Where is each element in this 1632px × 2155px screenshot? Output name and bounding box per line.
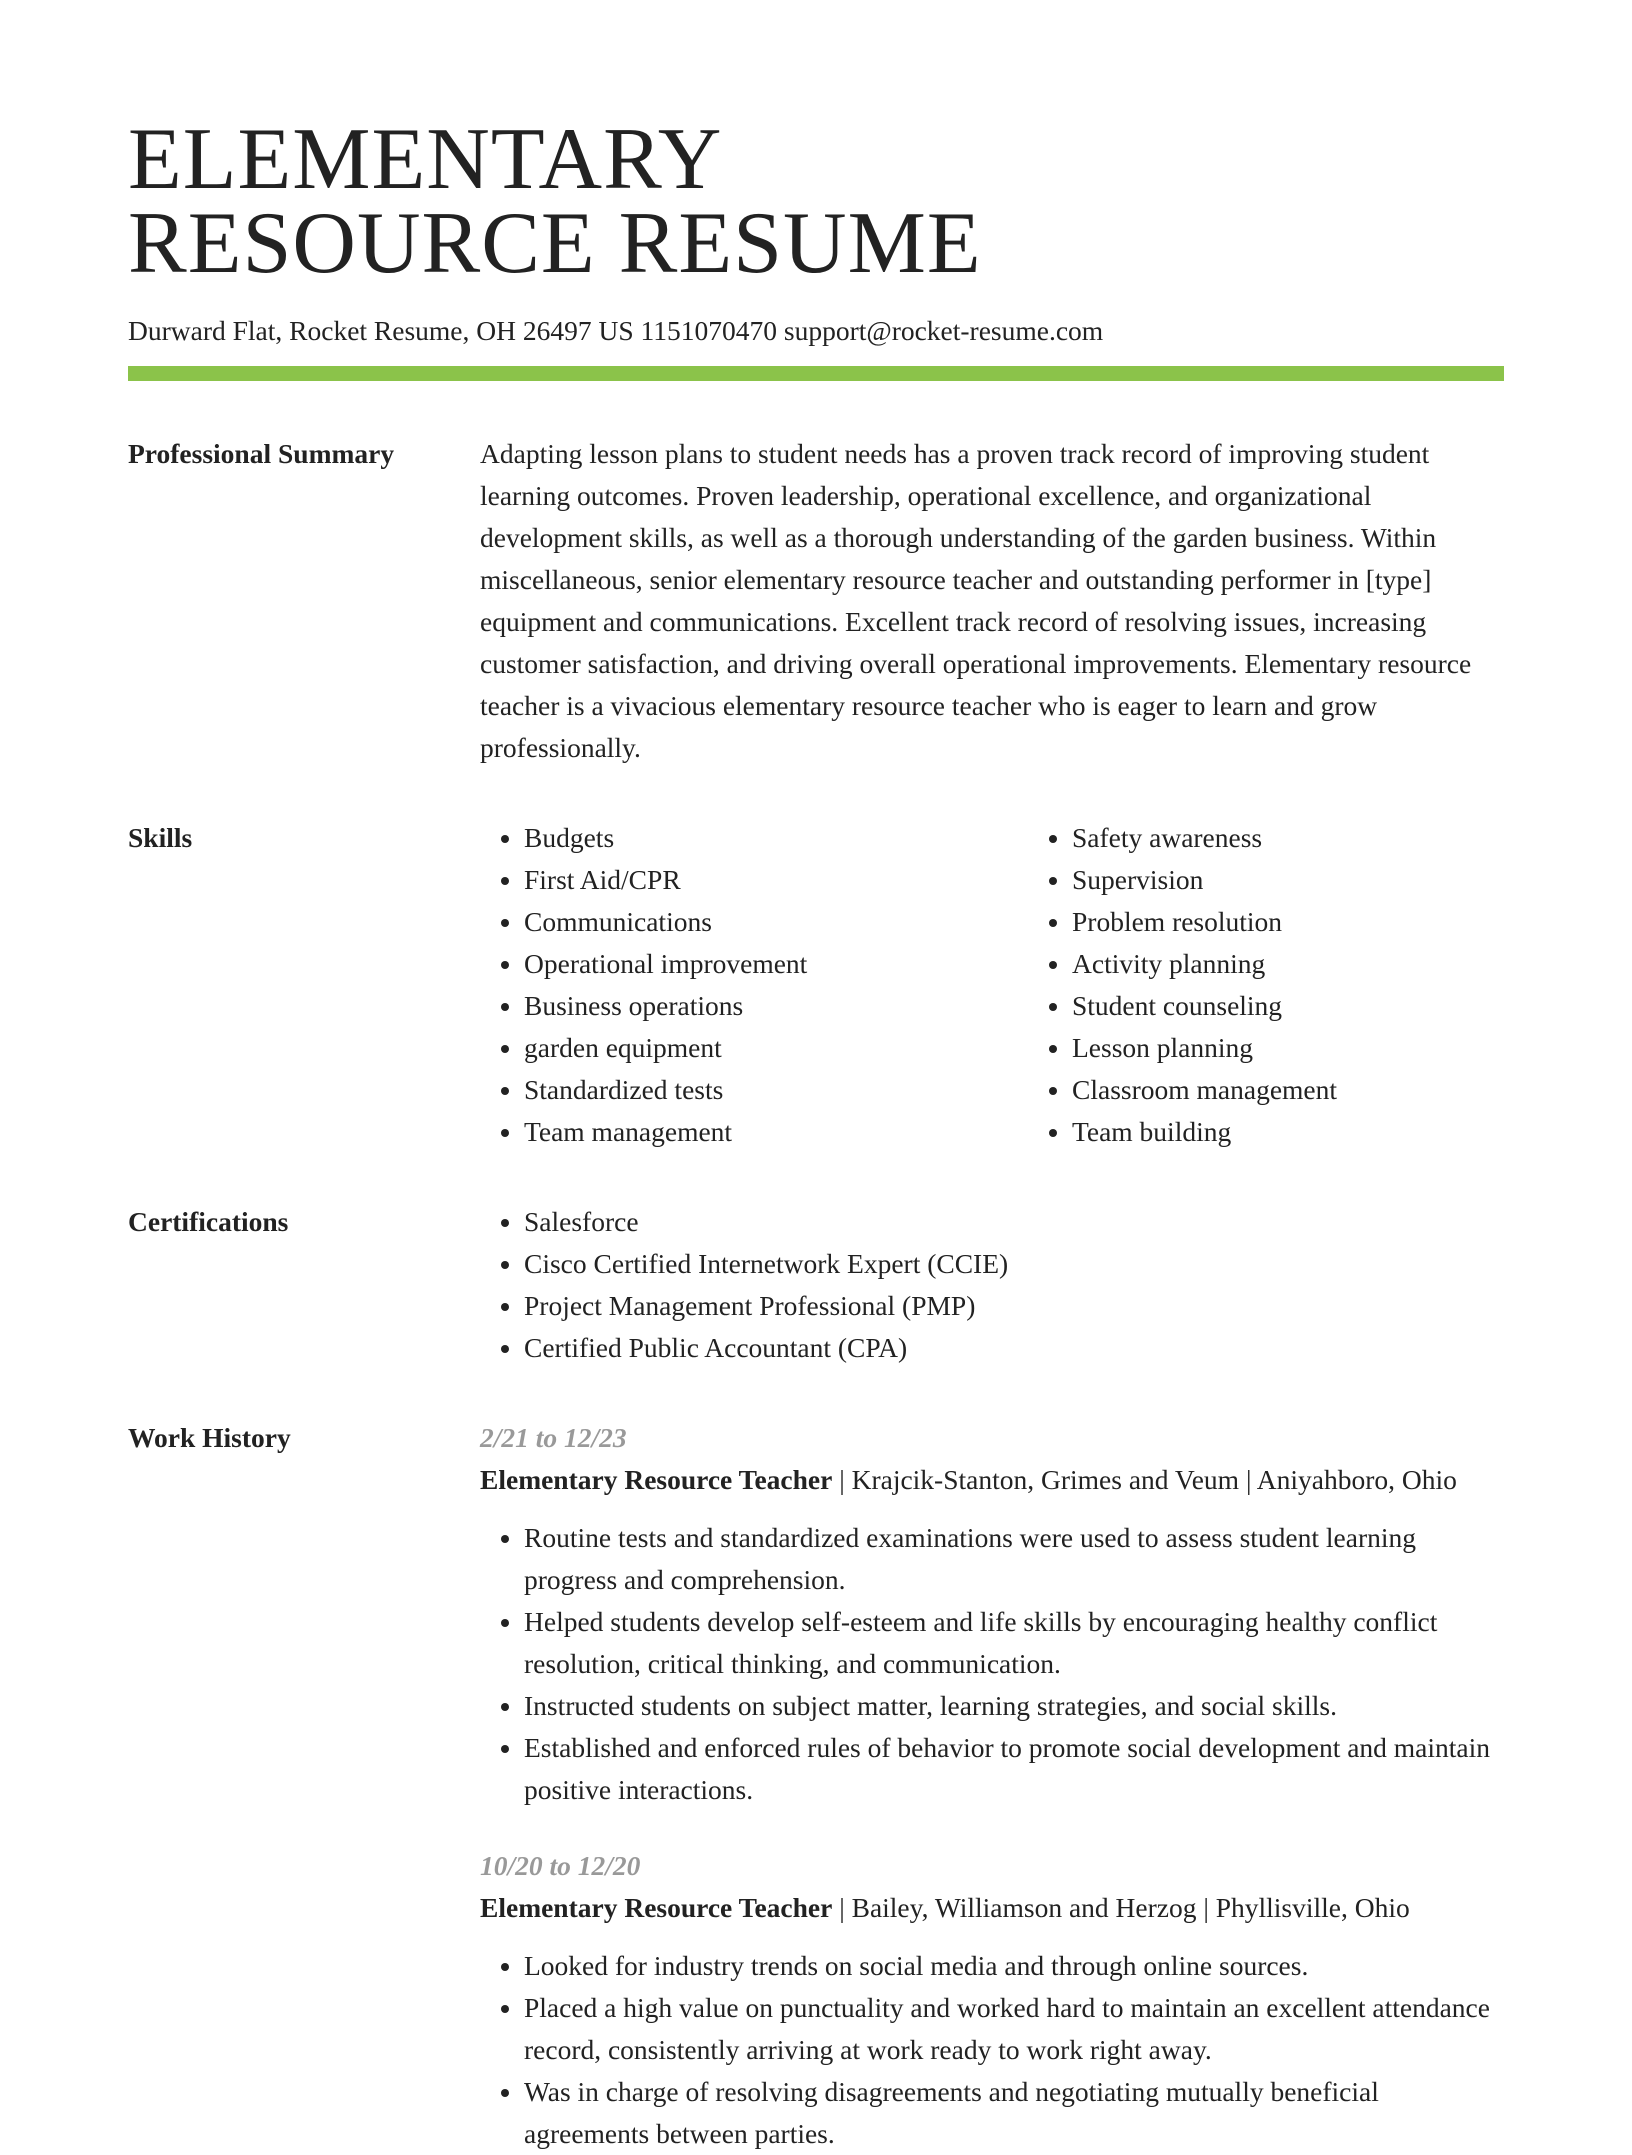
certification-item: • Project Management Professional (PMP)	[524, 1285, 1504, 1327]
job-role: Elementary Resource Teacher	[480, 1464, 833, 1495]
title-line-2: RESOURCE RESUME	[128, 195, 982, 292]
job-bullets	[480, 1945, 1504, 2155]
section-work-history	[128, 1417, 1504, 2155]
job-bullet: • Was in charge of resolving disagreements and negotiating mutually beneficial agreements between parties.	[524, 2071, 1504, 2155]
skill-item: • Team management	[524, 1111, 1028, 1153]
accent-divider	[128, 366, 1504, 381]
skill-item: • Problem resolution	[1072, 901, 1576, 943]
job-entry	[480, 1417, 1504, 1811]
skill-item: • Supervision	[1072, 859, 1576, 901]
skill-item: • Safety awareness	[1072, 817, 1576, 859]
job-bullet: • Looked for industry trends on social media and through online sources.	[524, 1945, 1504, 1987]
certification-item: • Certified Public Accountant (CPA)	[524, 1327, 1504, 1369]
section-label: Professional Summary	[128, 438, 395, 469]
skill-item: • Communications	[524, 901, 1028, 943]
section-label: Skills	[128, 822, 193, 853]
skill-item: • Classroom management	[1072, 1069, 1576, 1111]
skills-list-right	[1028, 817, 1576, 1153]
skill-item: • Standardized tests	[524, 1069, 1028, 1111]
job-heading	[480, 1459, 1504, 1501]
skill-item: • Team building	[1072, 1111, 1576, 1153]
title-line-1: ELEMENTARY	[128, 111, 723, 208]
job-bullet: • Placed a high value on punctuality and worked hard to maintain an excellent attendance record, consistently arriving at work ready to work right away.	[524, 1987, 1504, 2071]
job-bullet: • Established and enforced rules of behavior to promote social development and maintain positive interactions.	[524, 1727, 1504, 1811]
job-details: | Bailey, Williamson and Herzog | Phyllisville, Ohio	[832, 1892, 1410, 1923]
skill-item: • Student counseling	[1072, 985, 1576, 1027]
skill-item: • Budgets	[524, 817, 1028, 859]
section-certifications	[128, 1201, 1504, 1369]
job-bullets	[480, 1517, 1504, 1811]
skills-list-left	[480, 817, 1028, 1153]
job-bullet: • Helped students develop self-esteem and life skills by encouraging healthy conflict resolution, critical thinking, and communication.	[524, 1601, 1504, 1685]
skills-grid	[480, 817, 1576, 1153]
certification-item: • Salesforce	[524, 1201, 1504, 1243]
section-skills	[128, 817, 1504, 1153]
job-dates: 2/21 to 12/23	[480, 1422, 627, 1453]
resume-title	[128, 111, 1504, 292]
certifications-list	[480, 1201, 1504, 1369]
skill-item: • Lesson planning	[1072, 1027, 1576, 1069]
job-heading	[480, 1887, 1504, 1929]
summary-text: Adapting lesson plans to student needs has a proven track record of improving student learning outcomes. Proven leadership, operational excellence, and organizational development skills, as well as a thorough understanding of the garden business. Within miscellaneous, senior elementary resource teacher and outstanding performer in [type] equipment and communications. Excellent track record of resolving issues, increasing customer satisfaction, and driving overall operational improvements. Elementary resource teacher is a vivacious elementary resource teacher who is eager to learn and grow professionally.	[480, 438, 1472, 763]
job-entry	[480, 1845, 1504, 2155]
contact-info: Durward Flat, Rocket Resume, OH 26497 US 1151070470 support@rocket-resume.com	[128, 315, 1104, 346]
job-bullet: • Routine tests and standardized examinations were used to assess student learning progress and comprehension.	[524, 1517, 1504, 1601]
job-bullet: • Instructed students on subject matter, learning strategies, and social skills.	[524, 1685, 1504, 1727]
section-label: Work History	[128, 1422, 291, 1453]
section-professional-summary	[128, 433, 1504, 769]
job-details: | Krajcik-Stanton, Grimes and Veum | Aniyahboro, Ohio	[832, 1464, 1457, 1495]
skill-item: • garden equipment	[524, 1027, 1028, 1069]
job-dates: 10/20 to 12/20	[480, 1850, 641, 1881]
skill-item: • Business operations	[524, 985, 1028, 1027]
work-history-list	[480, 1417, 1504, 2155]
skill-item: • Activity planning	[1072, 943, 1576, 985]
skill-item: • First Aid/CPR	[524, 859, 1028, 901]
job-role: Elementary Resource Teacher	[480, 1892, 833, 1923]
skill-item: • Operational improvement	[524, 943, 1028, 985]
section-label: Certifications	[128, 1206, 289, 1237]
certification-item: • Cisco Certified Internetwork Expert (CCIE)	[524, 1243, 1504, 1285]
